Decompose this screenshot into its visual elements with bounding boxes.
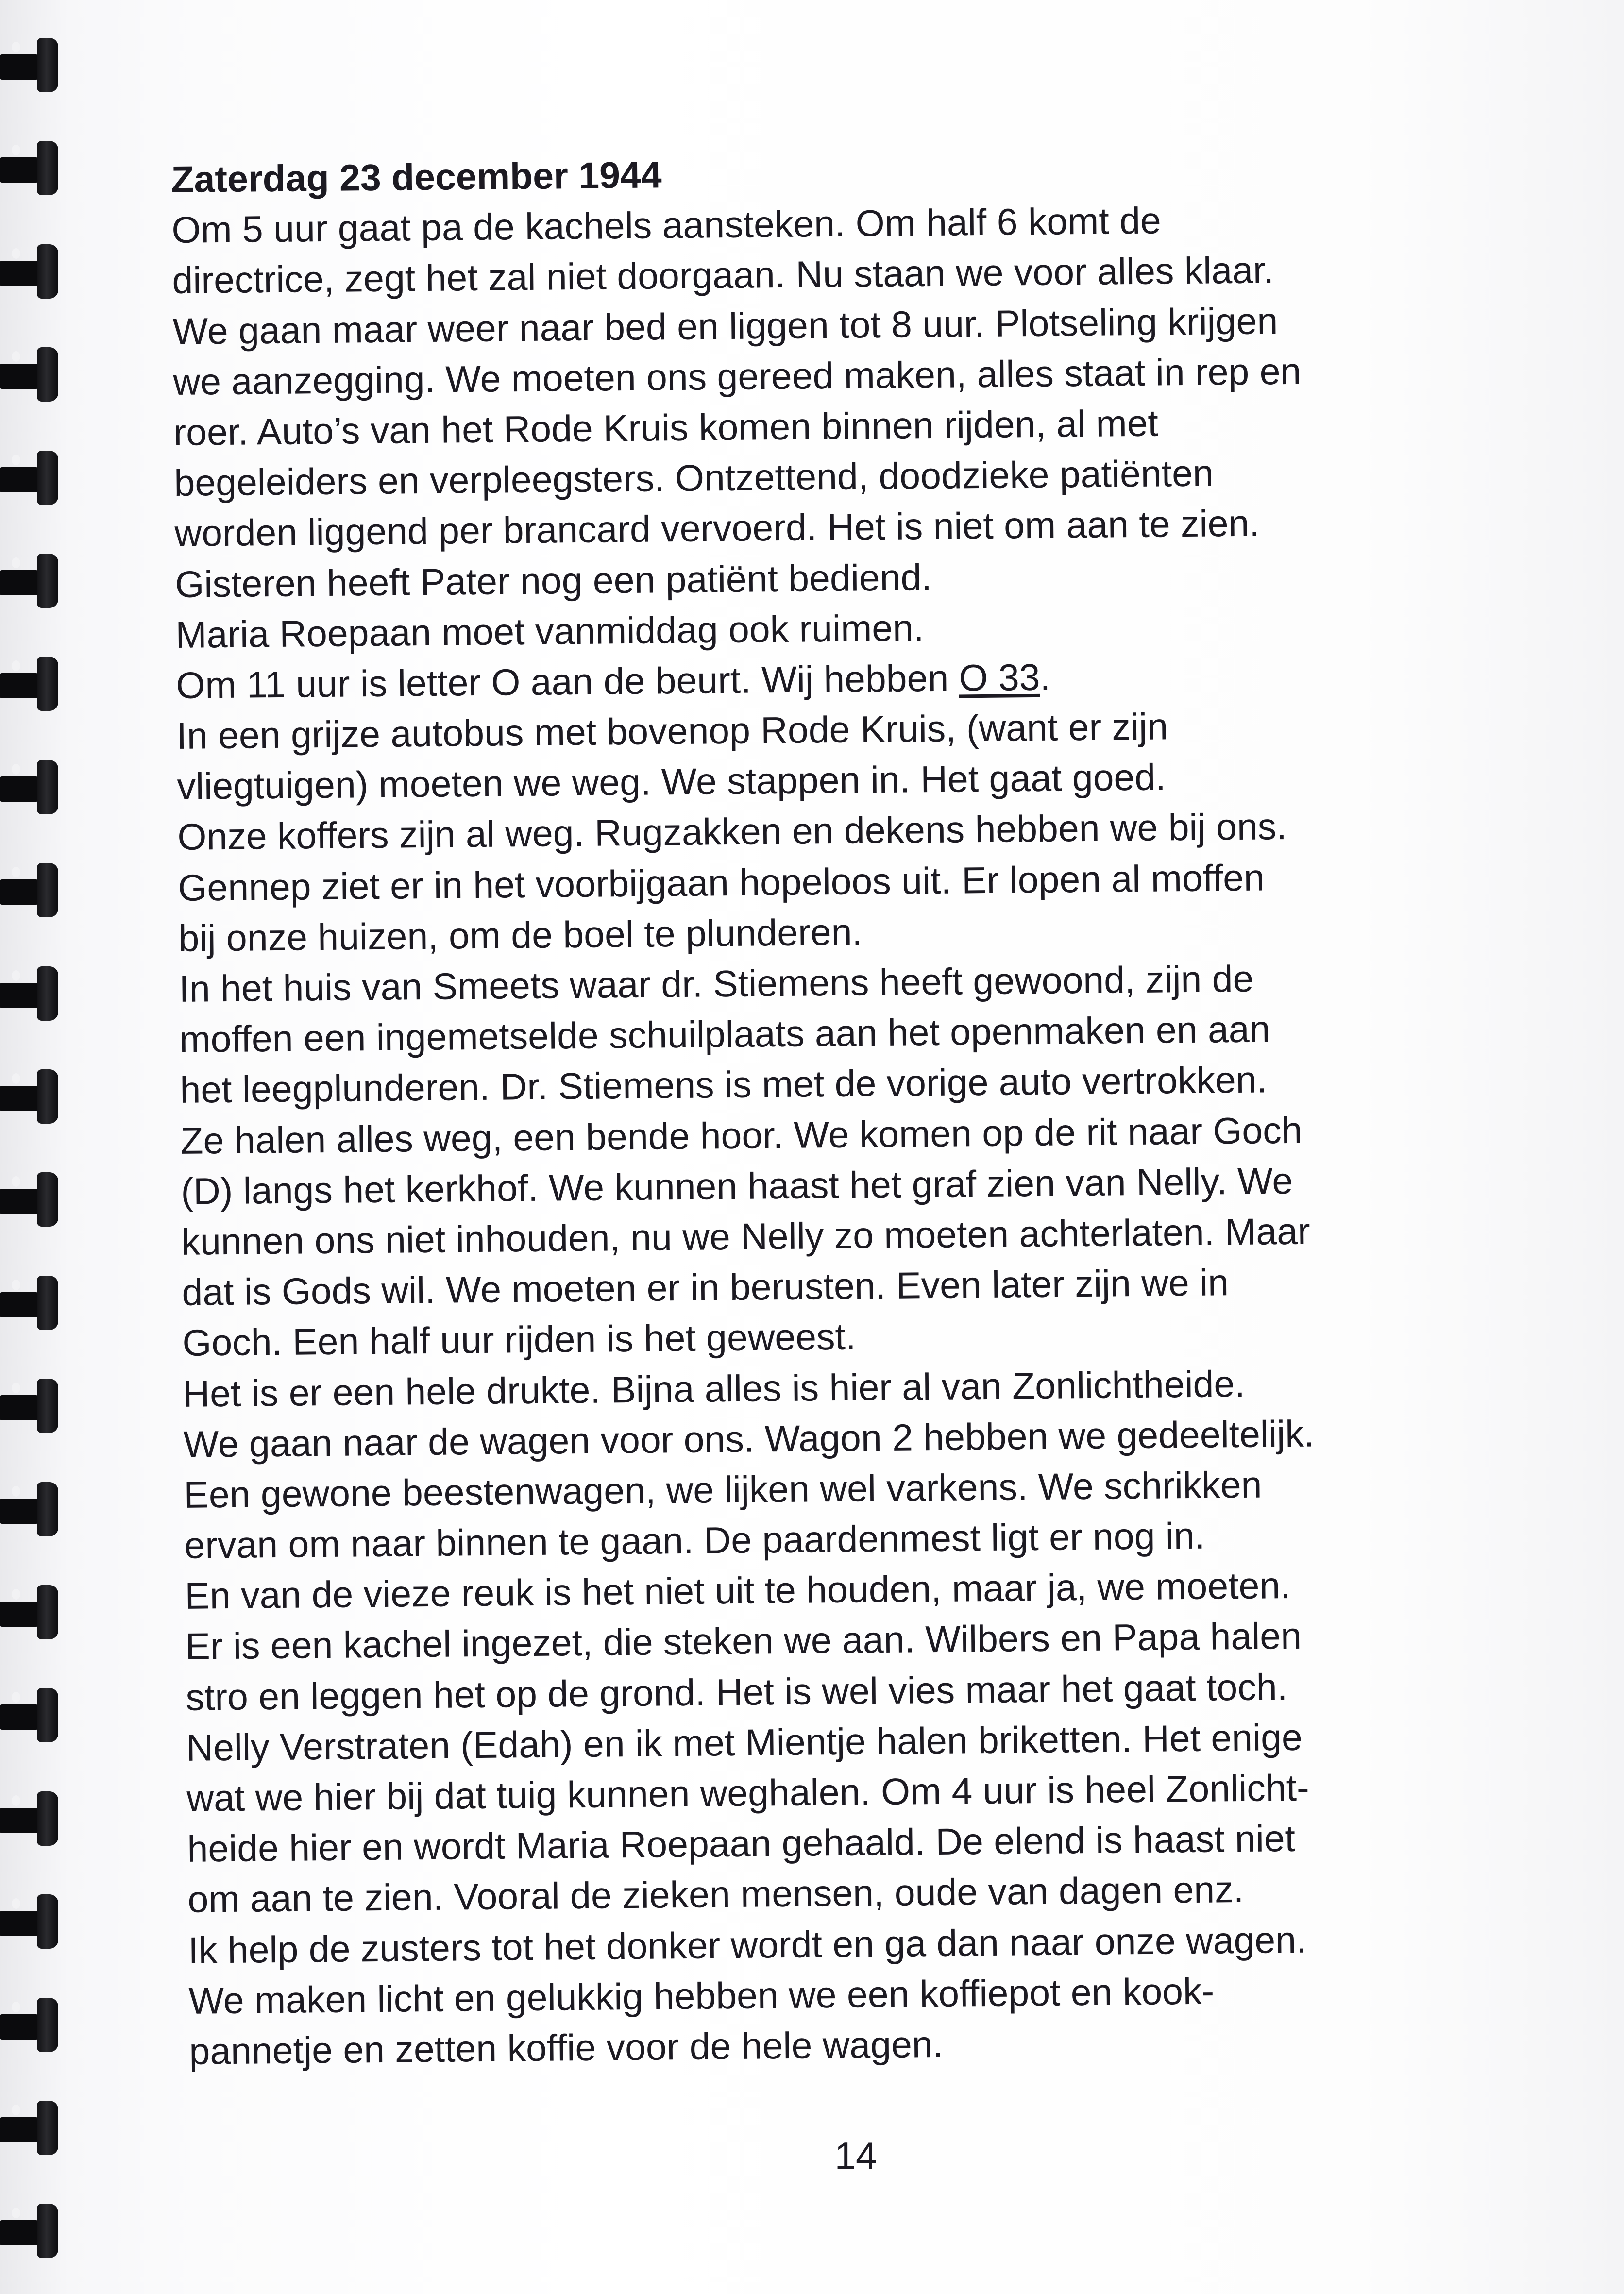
text-line: wat we hier bij dat tuig kunnen weghalen. Om 4 uur is heel Zonlicht- — [186, 1767, 1310, 1820]
text-line: roer. Auto’s van het Rode Kruis komen binnen rijden, al met — [173, 402, 1159, 454]
text-line: We gaan maar weer naar bed en liggen tot 8 uur. Plotseling krijgen — [172, 300, 1278, 353]
binding-ring — [0, 1276, 58, 1330]
text-line: (D) langs het kerkhof. We kunnen haast het graf zien van Nelly. We — [181, 1160, 1293, 1213]
binding-ring — [0, 1482, 58, 1536]
binding-ring — [0, 2101, 58, 2155]
text-line: we aanzegging. We moeten ons gereed maken, alles staat in rep en — [173, 350, 1302, 403]
text-line: begeleiders en verpleegsters. Ontzettend, doodzieke patiënten — [174, 452, 1214, 505]
text-line: Een gewone beestenwagen, we lijken wel varkens. We schrikken — [184, 1464, 1262, 1516]
text-line: bij onze huizen, om de boel te plunderen. — [178, 911, 863, 960]
binding-ring — [0, 1585, 58, 1639]
binding-ring — [0, 657, 58, 711]
binding-ring — [0, 1791, 58, 1846]
binding-ring — [0, 347, 58, 402]
page-number: 14 — [834, 2134, 877, 2177]
text-line: worden liggend per brancard vervoerd. Het is niet om aan te zien. — [174, 502, 1260, 555]
text-line: In het huis van Smeets waar dr. Stiemens heeft gewoond, zijn de — [179, 958, 1254, 1010]
text-line: het leegplunderen. Dr. Stiemens is met de vorige auto vertrokken. — [180, 1059, 1268, 1112]
text-line: directrice, zegt het zal niet doorgaan. Nu staan we voor alles klaar. — [172, 249, 1274, 302]
binding-ring — [0, 451, 58, 505]
binding-ring — [0, 38, 58, 92]
binding-ring — [0, 760, 58, 814]
text-line: Goch. Een half uur rijden is het geweest. — [182, 1316, 856, 1365]
text-line: vliegtuigen) moeten we weg. We stappen in. Het gaat goed. — [177, 756, 1166, 808]
letter-line-suffix: . — [1040, 656, 1051, 698]
text-line: pannetje en zetten koffie voor de hele wagen. — [189, 2023, 944, 2073]
binding-ring — [0, 2204, 58, 2258]
binding-ring — [0, 863, 58, 917]
binding-ring — [0, 244, 58, 299]
text-line: om aan te zien. Vooral de zieken mensen, oude van dagen enz. — [187, 1869, 1244, 1921]
binding-ring — [0, 1069, 58, 1124]
text-line: Onze koffers zijn al weg. Rugzakken en dekens hebben we bij ons. — [177, 806, 1287, 859]
text-line: Er is een kachel ingezet, die steken we aan. Wilbers en Papa halen — [185, 1615, 1302, 1668]
letter-line-prefix: Om 11 uur is letter O aan de beurt. Wij hebben — [176, 657, 959, 707]
binding-ring — [0, 141, 58, 195]
text-line: kunnen ons niet inhouden, nu we Nelly zo moeten achterlaten. Maar — [181, 1210, 1311, 1263]
binding-ring — [0, 1894, 58, 1949]
binding-ring — [0, 554, 58, 608]
text-line: Gennep ziet er in het voorbijgaan hopeloos uit. Er lopen al moffen — [178, 857, 1265, 909]
diary-date-heading: Zaterdag 23 december 1944 — [171, 154, 662, 201]
text-line: Ik help de zusters tot het donker wordt en ga dan naar onze wagen. — [188, 1919, 1307, 1972]
text-line: En van de vieze reuk is het niet uit te houden, maar ja, we moeten. — [185, 1565, 1291, 1618]
binding-ring — [0, 1379, 58, 1433]
binding-ring — [0, 1688, 58, 1742]
text-line: We gaan naar de wagen voor ons. Wagon 2 hebben we gedeeltelijk. — [183, 1413, 1315, 1466]
letter-code: O 33 — [959, 656, 1040, 699]
text-line: ervan om naar binnen te gaan. De paardenmest ligt er nog in. — [184, 1515, 1205, 1567]
text-line: moffen een ingemetselde schuilplaats aan het openmaken en aan — [179, 1008, 1270, 1061]
text-line: Ze halen alles weg, een bende hoor. We komen op de rit naar Goch — [180, 1109, 1303, 1162]
text-line: Gisteren heeft Pater nog een patiënt bediend. — [175, 556, 932, 606]
text-line: stro en leggen het op de grond. Het is wel vies maar het gaat toch. — [186, 1666, 1288, 1719]
binding-ring — [0, 1998, 58, 2052]
text-line: Nelly Verstraten (Edah) en ik met Mientje halen briketten. Het enige — [186, 1716, 1303, 1769]
text-line: Het is er een hele drukte. Bijna alles is hier al van Zonlichtheide. — [183, 1363, 1245, 1415]
diary-text — [171, 141, 1549, 2077]
text-line: dat is Gods wil. We moeten er in berusten. Even later zijn we in — [182, 1262, 1229, 1314]
spiral-binding — [0, 0, 68, 2294]
text-line: We maken licht en gelukkig hebben we een koffiepot en kook- — [188, 1970, 1215, 2022]
binding-ring — [0, 966, 58, 1021]
text-line: heide hier en wordt Maria Roepaan gehaald. De elend is haast niet — [187, 1818, 1296, 1871]
text-line: Maria Roepaan moet vanmiddag ook ruimen. — [175, 607, 924, 656]
binding-ring — [0, 1172, 58, 1227]
text-line: Om 5 uur gaat pa de kachels aansteken. Om half 6 komt de — [171, 200, 1162, 252]
text-line: In een grijze autobus met bovenop Rode Kruis, (want er zijn — [176, 706, 1168, 758]
